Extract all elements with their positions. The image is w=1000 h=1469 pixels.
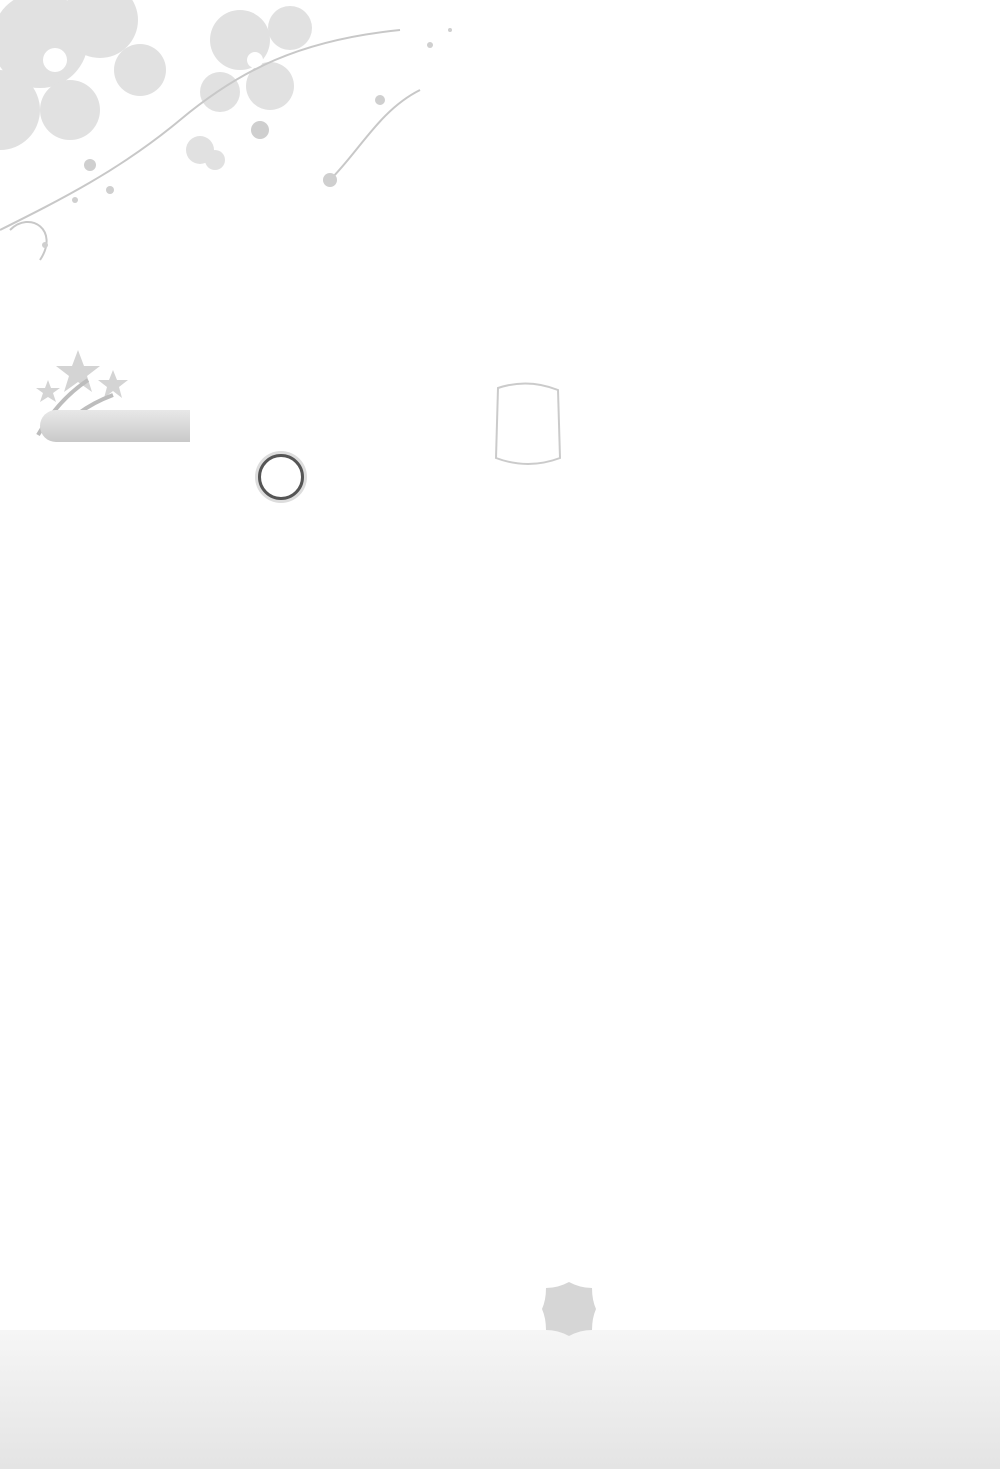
watermark-stamp — [488, 378, 568, 470]
floral-decoration — [0, 0, 520, 280]
sidebar-label — [40, 410, 190, 442]
page-number-badge — [540, 1280, 598, 1338]
section-number — [258, 454, 304, 500]
footer-band — [0, 1330, 1000, 1469]
